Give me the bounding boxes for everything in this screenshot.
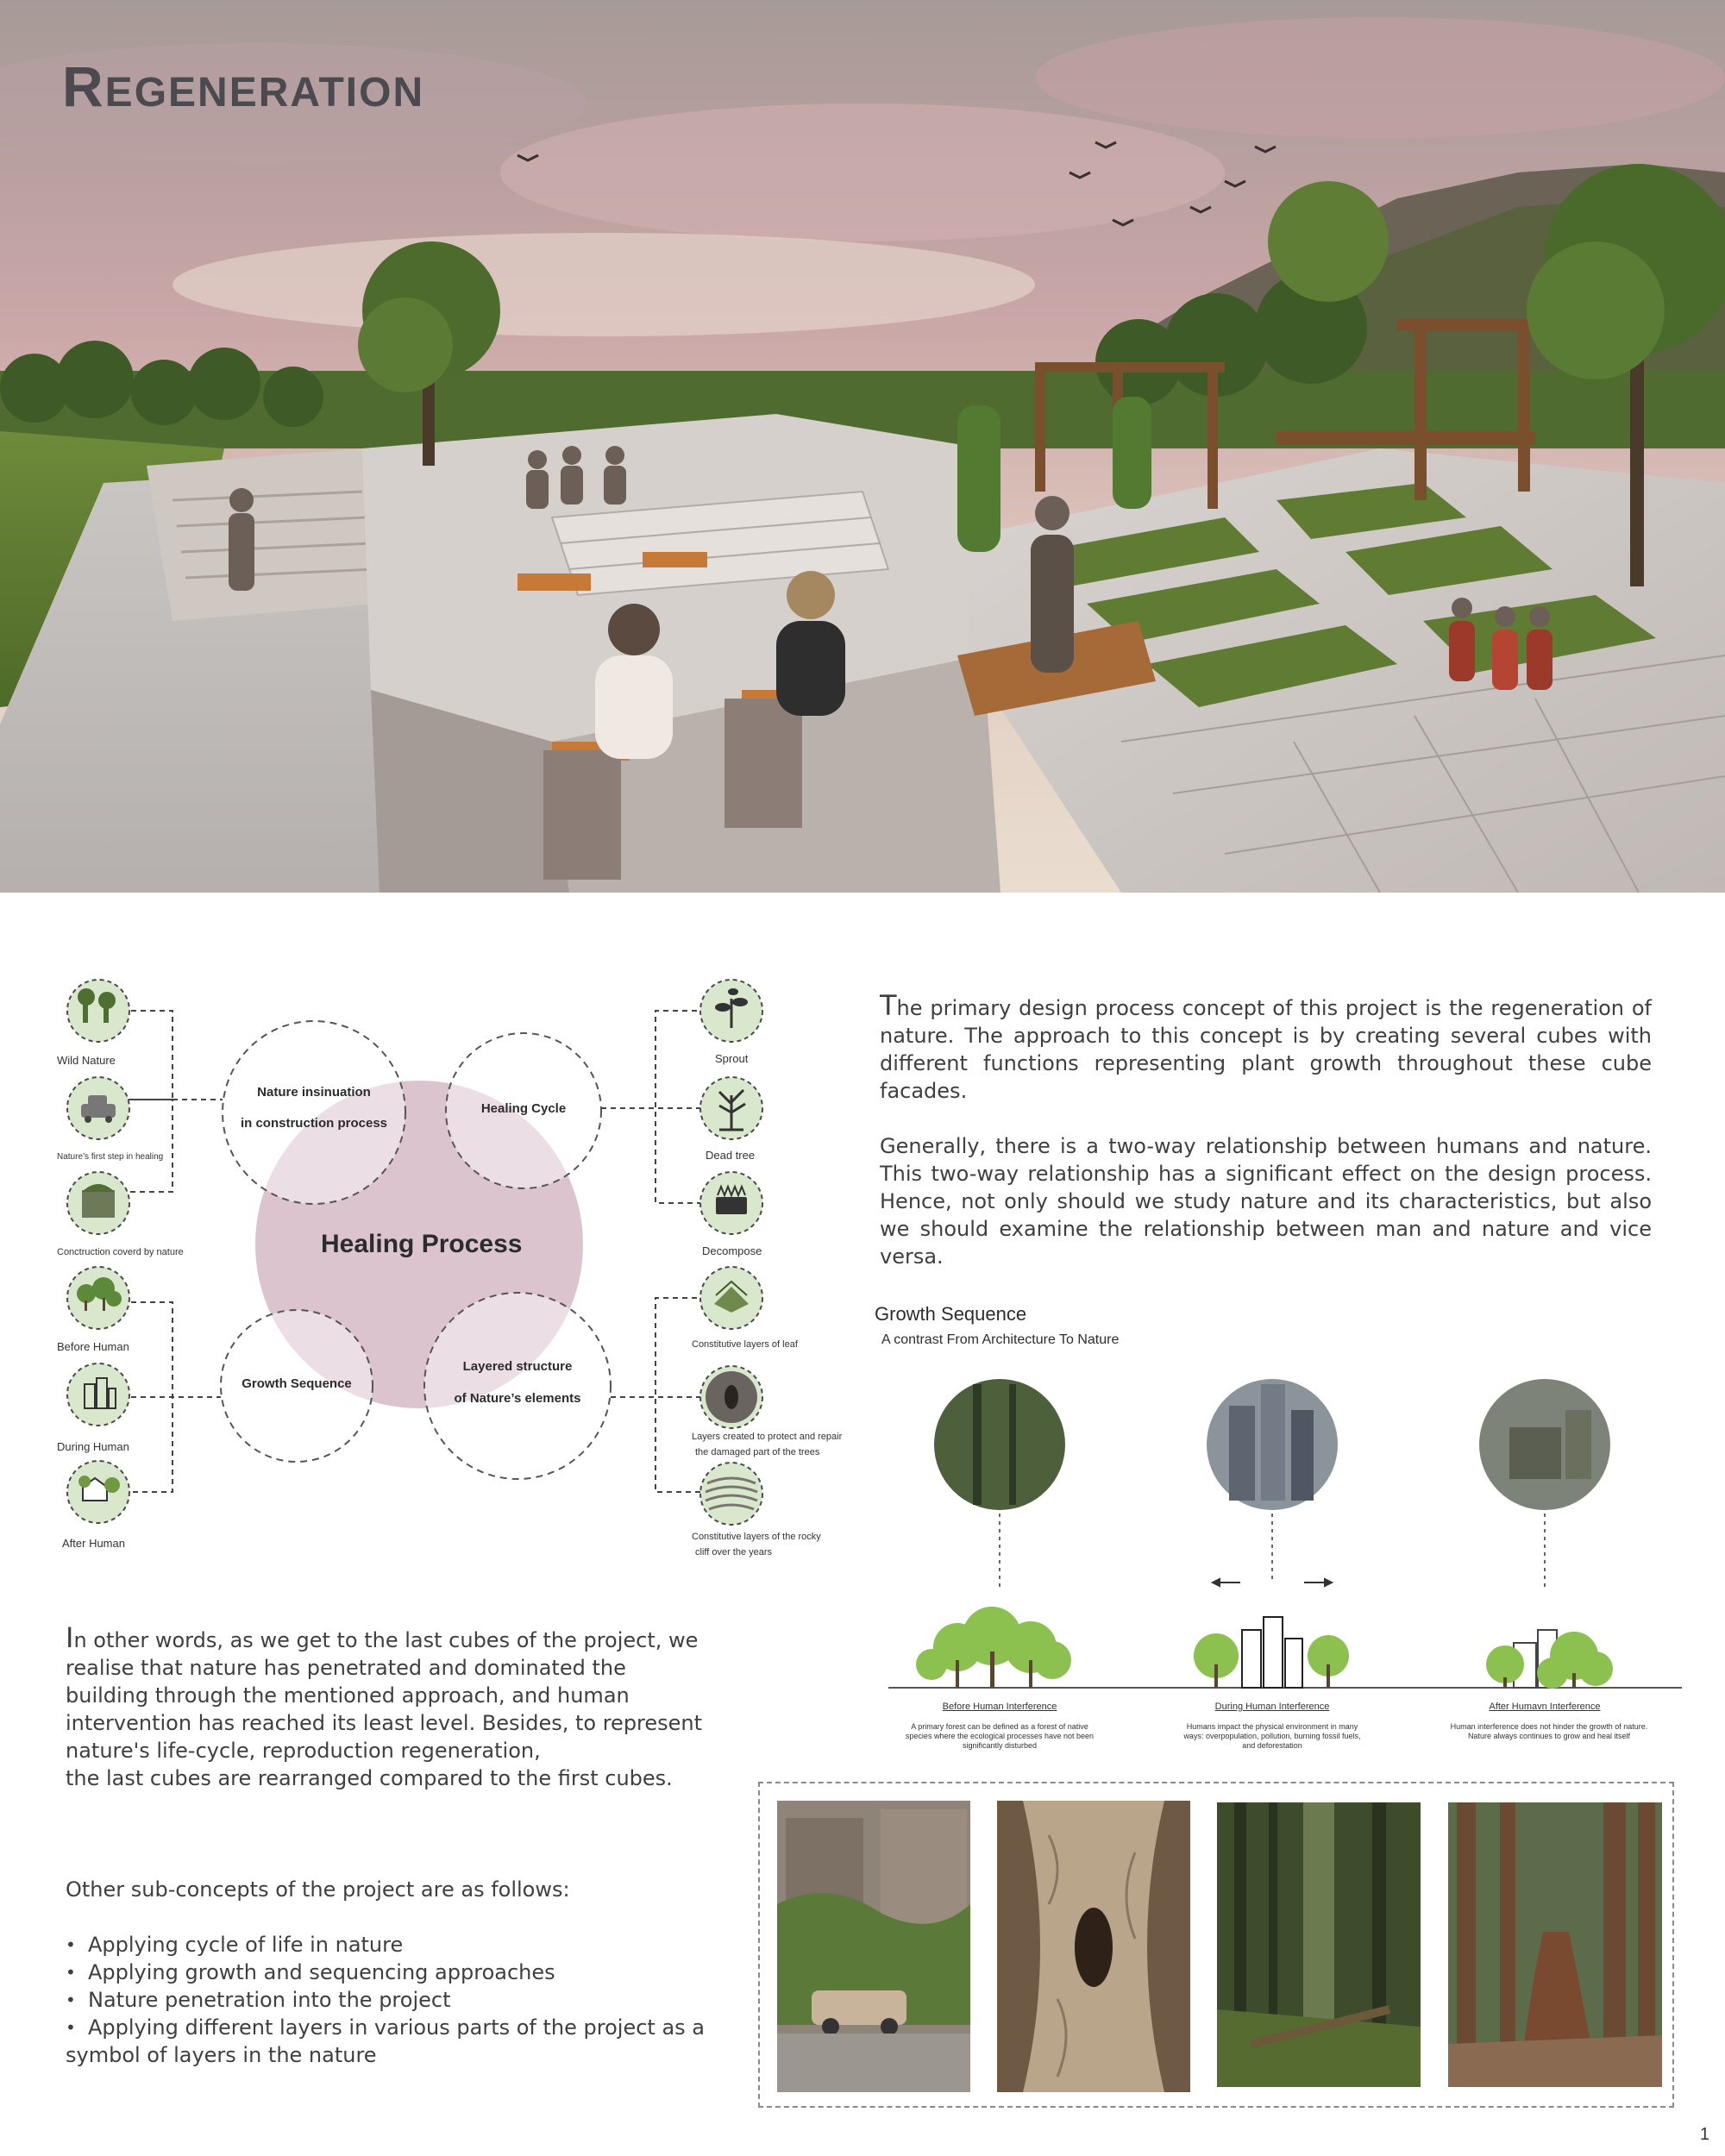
sub-concepts-list — [66, 1931, 721, 2041]
insinuation-label-1: Nature insinuation — [257, 1085, 371, 1100]
intro-paragraph-2: Generally, there is a two-way relationship between humans and nature. This two-way relationship has a significant effect on the design process. Hence, not only should we study nature and its characteristics, but also we should examine the relationship between man and nature and vice versa. — [880, 1134, 1652, 1269]
hero-illustration — [0, 0, 1725, 893]
in-other-words-body: n other words, as we get to the last cubes of the project, we realise that nature has penetrated and dominated the building through the mentioned approach, and human intervention has reached its least level. Besides, to represent nature's life-cycle, reproduction regeneration, — [66, 1628, 703, 1763]
growth-sequence-panel — [871, 1298, 1690, 1764]
growth-sequence-graphic — [871, 1298, 1690, 1764]
growth-sequence-subtitle: A contrast From Architecture To Nature — [881, 1332, 1120, 1347]
forest-photo-circle — [934, 1379, 1065, 1510]
tree-knot-label-2: the damaged part of the trees — [695, 1447, 820, 1457]
layered-label-1: Layered structure — [462, 1359, 573, 1374]
stage-before-caption: Before Human Interference — [942, 1702, 1057, 1712]
rock-layers-icon — [700, 1463, 762, 1525]
leaf-layers-label: Constitutive layers of leaf — [692, 1339, 798, 1350]
sprout-label: Sprout — [715, 1052, 749, 1065]
redwood-stump-photo — [1448, 1802, 1662, 2087]
layered-label-2: of Nature’s elements — [454, 1391, 581, 1406]
growth-sequence-title: Growth Sequence — [875, 1303, 1027, 1325]
sub-concepts-continuation: symbol of layers in the nature — [66, 2043, 377, 2067]
list-item: • Applying growth and sequencing approaches — [66, 1959, 721, 1986]
dead-tree-label: Dead tree — [706, 1149, 756, 1162]
insinuation-label-2: in construction process — [240, 1116, 388, 1131]
rock-layers-label-2: cliff over the years — [695, 1547, 773, 1557]
overgrown-building-photo — [777, 1801, 970, 2092]
healing-cycle-label: Healing Cycle — [480, 1101, 567, 1116]
healing-process-title: Healing Process — [321, 1230, 523, 1258]
stage-after-desc: Human interference does not hinder the growth of nature. Nature always continues to grow and heal itself — [1450, 1722, 1648, 1740]
first-step-label: Nature’s first step in healing — [57, 1152, 164, 1162]
stage-during-caption: During Human Interference — [1214, 1702, 1330, 1712]
after-human-label: After Human — [62, 1537, 125, 1550]
insinuation-circle — [223, 1021, 405, 1204]
hero-render-image — [0, 0, 1725, 893]
forest-floor-photo — [1217, 1802, 1421, 2087]
buildings-icon — [67, 1363, 129, 1426]
decompose-label: Decompose — [702, 1244, 762, 1257]
intro-paragraph-1: The primary design process concept of this project is the regeneration of nature. The approach to this concept is by creating several cubes with different functions representing plant growth throughout these cube facades. — [880, 989, 1652, 1103]
before-human-label: Before Human — [57, 1340, 129, 1353]
tree-bark-photo — [997, 1801, 1190, 2092]
list-item: • Nature penetration into the project — [66, 1986, 721, 2014]
intro-text — [880, 989, 1652, 1270]
sub-concepts-heading: Other sub-concepts of the project are as follows: — [66, 1877, 570, 1902]
growth-sequence-label: Growth Sequence — [242, 1376, 352, 1391]
healing-process-diagram — [34, 966, 862, 1570]
tree-knot-label-1: Layers created to protect and repair — [692, 1432, 843, 1442]
wild-nature-label: Wild Nature — [57, 1054, 116, 1067]
page-title: REGENERATION — [62, 54, 425, 118]
rock-layers-label-1: Constitutive layers of the rocky — [692, 1532, 821, 1542]
sub-concepts — [66, 1876, 721, 2069]
during-human-label: During Human — [57, 1440, 129, 1453]
stage-after-caption: After Humavn Interference — [1489, 1702, 1601, 1712]
construction-covered-label: Conctruction coverd by nature — [57, 1247, 184, 1257]
stage-during-desc: Humans impact the physical environment in many ways: overpopulation, pollution, burning fossil fuels, and deforestation — [1183, 1722, 1361, 1750]
in-other-words-initial: I — [66, 1621, 74, 1654]
list-item: • Applying cycle of life in nature — [66, 1931, 721, 1959]
forest-icon — [67, 980, 129, 1042]
layered-structure-circle — [424, 1293, 611, 1479]
stage-before-desc: A primary forest can be defined as a forest of native species where the ecological processes have not been significantly disturbed — [905, 1722, 1095, 1750]
page-number: 1 — [1699, 2125, 1709, 2144]
in-other-words-last-line: the last cubes are rearranged compared to the first cubes. — [66, 1766, 673, 1790]
list-item: • Applying different layers in various parts of the project as a — [66, 2014, 721, 2041]
in-other-words-text — [66, 1621, 708, 1792]
reference-photo-strip — [758, 1782, 1674, 2108]
